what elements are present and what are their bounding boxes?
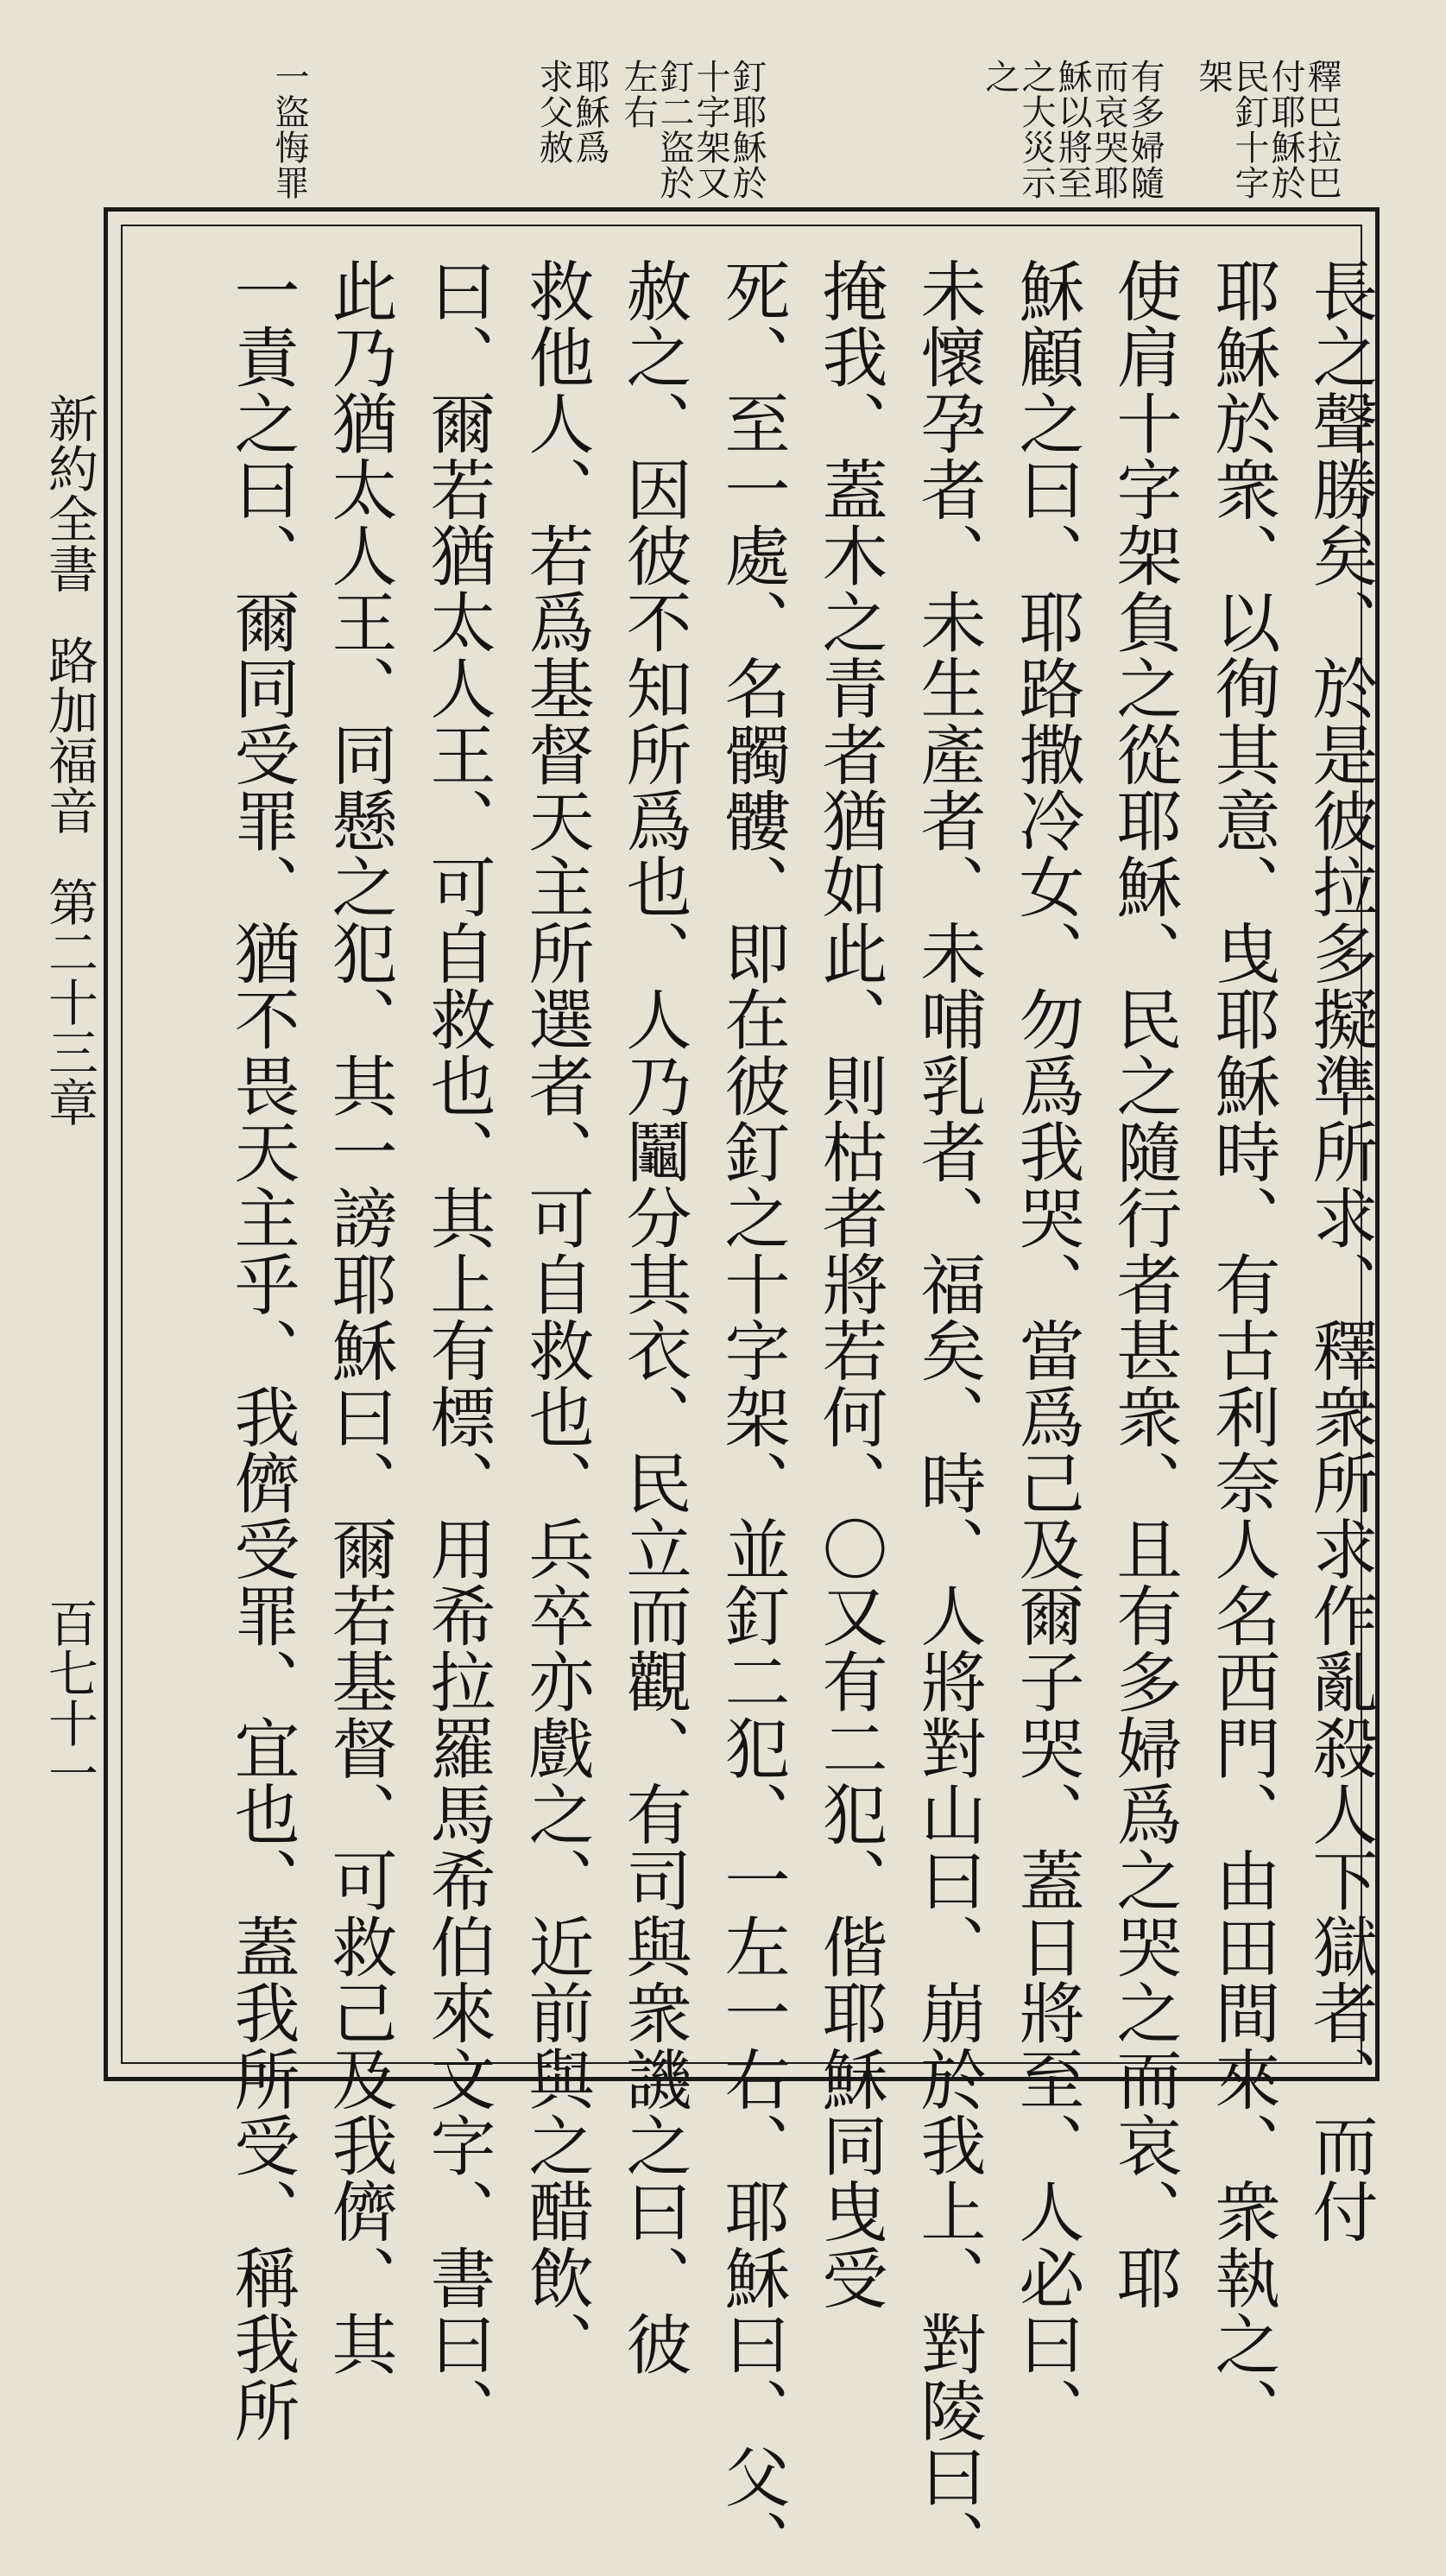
annotation-column: 民釘十字 (1229, 59, 1269, 200)
annotation-column: 釘二盜於 (654, 59, 694, 200)
text-column: 赦之、因彼不知所爲也、人乃鬮分其衣、民立而觀、有司與衆譏之曰、彼 (616, 257, 692, 2377)
annotation-column: 之大災示 (1016, 59, 1056, 200)
annotation-column: 十字架又 (691, 59, 730, 200)
text-column: 一責之曰、爾同受罪、猶不畏天主乎、我儕受罪、宜也、蓋我所受、稱我所 (224, 257, 300, 2444)
text-column: 未懷孕者、未生產者、未哺乳者、福矣、時、人將對山曰、崩於我上、對陵曰、 (910, 257, 987, 2576)
annotation-column: 之 (980, 59, 1020, 94)
annotation-column: 一盜悔罪 (269, 59, 309, 200)
text-column: 此乃猶太人王、同懸之犯、其一謗耶穌曰、爾若基督、可救己及我儕、其 (321, 257, 398, 2377)
annotation-column: 而哀哭耶 (1089, 59, 1128, 200)
chapter-label: 第二十三章 (40, 877, 98, 1127)
annotation-column: 架 (1193, 59, 1233, 94)
annotation-column: 釋巴拉巴 (1302, 59, 1342, 200)
annotation-column: 有多婦隨 (1125, 59, 1165, 200)
annotation-column: 付耶穌於 (1266, 59, 1305, 200)
text-column: 使肩十字架負之從耶穌、民之隨行者甚衆、且有多婦爲之哭之而哀、耶 (1106, 257, 1183, 2311)
annotation-column: 穌以將至 (1052, 59, 1092, 200)
annotation-column: 釘耶穌於 (727, 59, 767, 200)
annotation-column: 左右 (618, 59, 658, 130)
text-column: 曰、爾若猶太人王、可自救也、其上有標、用希拉羅馬希伯來文字、書曰、 (420, 257, 496, 2444)
gospel-name: 路加福音 (40, 635, 98, 835)
text-column: 長之聲勝矣、於是彼拉多擬準所求、釋衆所求作亂殺人下獄者、而付 (1302, 257, 1379, 2244)
annotation-column: 求父赦 (534, 59, 573, 165)
book-title: 新約全書 (40, 393, 98, 593)
page-number: 百七十一 (40, 1598, 98, 1798)
text-column: 救他人、若爲基督天主所選者、可自救也、兵卒亦戲之、近前與之醋飲、 (518, 257, 595, 2377)
text-column: 耶穌於衆、以徇其意、曳耶穌時、有古利奈人名西門、由田間來、衆執之、 (1204, 257, 1281, 2444)
text-column: 死、至一處、名髑髏、即在彼釘之十字架、並釘二犯、一左一右、耶穌曰、父、 (714, 257, 791, 2576)
text-column: 掩我、蓋木之青者猶如此、則枯者將若何、〇又有二犯、偕耶穌同曳受 (811, 257, 888, 2311)
annotation-column: 耶穌爲 (570, 59, 609, 165)
text-column: 穌顧之曰、耶路撒冷女、勿爲我哭、當爲己及爾子哭、蓋日將至、人必曰、 (1008, 257, 1085, 2444)
